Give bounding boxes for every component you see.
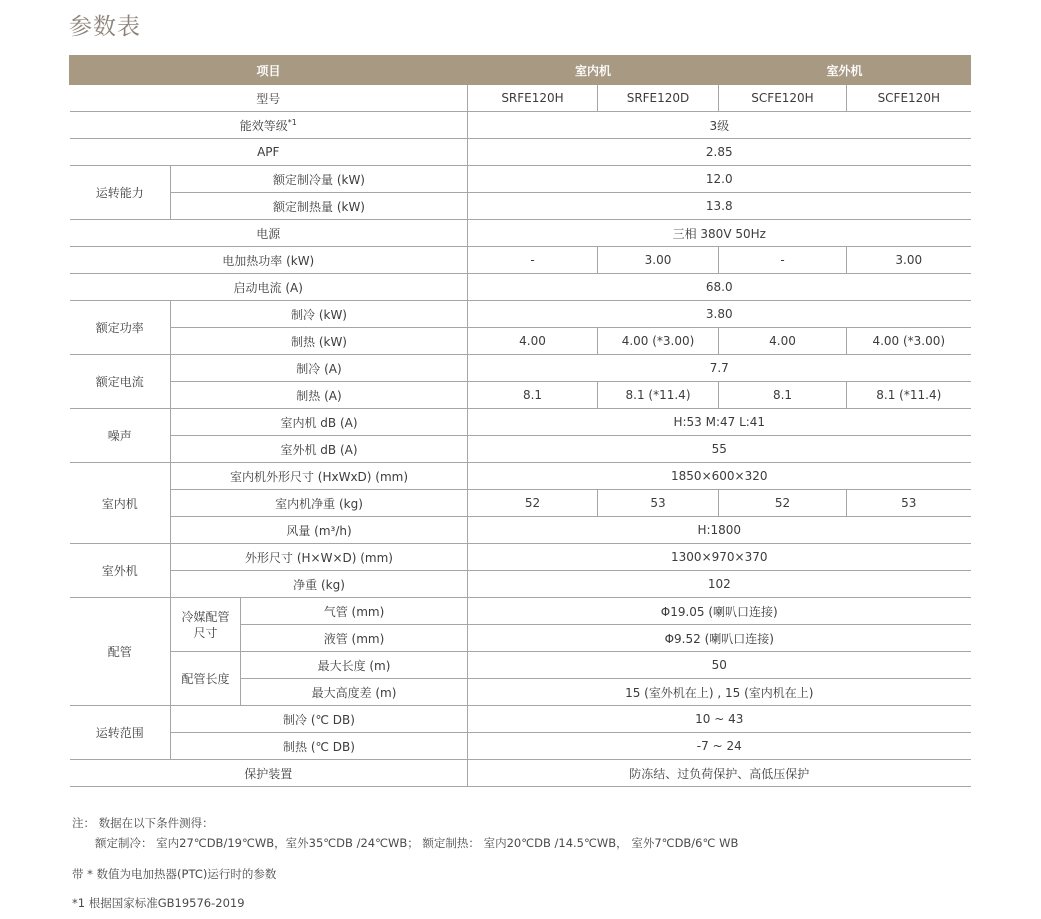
table-row <box>70 85 971 112</box>
table-row <box>70 409 971 436</box>
cell-value: 50 <box>468 652 971 679</box>
cell-value: 53 <box>847 490 971 517</box>
table-row <box>70 652 971 679</box>
row-label: 额定制冷量 (kW) <box>171 166 468 193</box>
table-row <box>70 328 971 355</box>
table-row <box>70 193 971 220</box>
cell-value: Φ9.52 (喇叭口连接) <box>468 625 971 652</box>
row-label: 电源 <box>70 220 468 247</box>
table-row <box>70 247 971 274</box>
table-row <box>70 544 971 571</box>
cell-value: 102 <box>468 571 971 598</box>
table-row <box>70 382 971 409</box>
row-label: 制冷 (kW) <box>171 301 468 328</box>
table-row <box>70 490 971 517</box>
row-label: APF <box>70 139 468 166</box>
row-label: 启动电流 (A) <box>70 274 468 301</box>
cell-value: SRFE120H <box>468 85 598 112</box>
cell-value: H:1800 <box>468 517 971 544</box>
cell-value: SCFE120H <box>847 85 971 112</box>
table-row <box>70 733 971 760</box>
cell-value: 4.00 (*3.00) <box>598 328 719 355</box>
row-label: 制热 (kW) <box>171 328 468 355</box>
group-label: 配管 <box>70 598 171 706</box>
table-row <box>70 598 971 625</box>
cell-value: 7.7 <box>468 355 971 382</box>
row-label: 气管 (mm) <box>241 598 468 625</box>
row-label: 最大长度 (m) <box>241 652 468 679</box>
cell-value: 4.00 (*3.00) <box>847 328 971 355</box>
cell-value: SCFE120H <box>719 85 847 112</box>
note-line: 带 * 数值为电加热器(PTC)运行时的参数 <box>72 867 277 881</box>
group-label: 运转范围 <box>70 706 171 760</box>
table-row <box>70 463 971 490</box>
table-row <box>70 706 971 733</box>
cell-value: 8.1 (*11.4) <box>598 382 719 409</box>
group-label: 室外机 <box>70 544 171 598</box>
group-label: 额定电流 <box>70 355 171 409</box>
cell-value: - <box>719 247 847 274</box>
row-label: 净重 (kg) <box>171 571 468 598</box>
subgroup-label <box>171 598 241 652</box>
row-label: 室内机 dB (A) <box>171 409 468 436</box>
table-row <box>70 112 971 139</box>
cell-value: SRFE120D <box>598 85 719 112</box>
cell-value: 三相 380V 50Hz <box>468 220 971 247</box>
table-row <box>70 301 971 328</box>
cell-value: -7 ~ 24 <box>468 733 971 760</box>
cell-value: 53 <box>598 490 719 517</box>
cell-value: 1850×600×320 <box>468 463 971 490</box>
header-indoor: 室内机 <box>468 56 719 85</box>
cell-value: 3级 <box>468 112 971 139</box>
table-row <box>70 571 971 598</box>
cell-value: 2.85 <box>468 139 971 166</box>
table-row <box>70 166 971 193</box>
row-label: 室外机 dB (A) <box>171 436 468 463</box>
cell-value: 55 <box>468 436 971 463</box>
row-label: 能效等级$^{*1}$ <box>70 112 468 139</box>
note-line: *1 根据国家标准GB19576-2019 <box>72 896 245 910</box>
group-label: 额定功率 <box>70 301 171 355</box>
row-label: 室内机外形尺寸 (HxWxD) (mm) <box>171 463 468 490</box>
table-row <box>70 436 971 463</box>
header-outdoor: 室外机 <box>719 56 971 85</box>
spec-table <box>69 55 971 787</box>
row-label: 液管 (mm) <box>241 625 468 652</box>
table-row <box>70 220 971 247</box>
cell-value: 52 <box>468 490 598 517</box>
note-line: 额定制冷： 室内27℃DB/19℃WB，室外35℃DB /24℃WB； 额定制热： 室内20℃DB /14.5℃WB， 室外7℃DB/6℃ WB <box>95 836 739 850</box>
header-item: 项目 <box>70 56 468 85</box>
cell-value: 4.00 <box>468 328 598 355</box>
row-label: 保护装置 <box>70 760 468 787</box>
table-header-row <box>70 56 971 85</box>
cell-value: 3.00 <box>598 247 719 274</box>
cell-value: 8.1 <box>468 382 598 409</box>
subgroup-label: 配管长度 <box>171 652 241 706</box>
cell-value: 10 ~ 43 <box>468 706 971 733</box>
table-row <box>70 517 971 544</box>
row-label: 型号 <box>70 85 468 112</box>
group-label: 室内机 <box>70 463 171 544</box>
cell-value: 8.1 <box>719 382 847 409</box>
page-title: 参数表 <box>69 14 141 40</box>
row-label: 外形尺寸 (H×W×D) (mm) <box>171 544 468 571</box>
row-label: 风量 (m³/h) <box>171 517 468 544</box>
cell-value: 8.1 (*11.4) <box>847 382 971 409</box>
footnotes <box>72 813 738 913</box>
cell-value: Φ19.05 (喇叭口连接) <box>468 598 971 625</box>
cell-value: 3.80 <box>468 301 971 328</box>
row-label: 额定制热量 (kW) <box>171 193 468 220</box>
table-row <box>70 139 971 166</box>
cell-value: 68.0 <box>468 274 971 301</box>
table-row <box>70 274 971 301</box>
row-label: 制冷 (A) <box>171 355 468 382</box>
row-label: 电加热功率 (kW) <box>70 247 468 274</box>
group-label: 运转能力 <box>70 166 171 220</box>
row-label: 室内机净重 (kg) <box>171 490 468 517</box>
cell-value: 13.8 <box>468 193 971 220</box>
group-label: 噪声 <box>70 409 171 463</box>
cell-value: 12.0 <box>468 166 971 193</box>
row-label: 制热 (A) <box>171 382 468 409</box>
row-label: 制热 (℃ DB) <box>171 733 468 760</box>
subgroup-label-line: 冷媒配管 <box>181 609 230 624</box>
cell-value: 15 (室外机在上) , 15 (室内机在上) <box>468 679 971 706</box>
cell-value: 4.00 <box>719 328 847 355</box>
note-line: 注： 数据在以下条件测得： <box>72 816 214 830</box>
cell-value: 52 <box>719 490 847 517</box>
subgroup-label-line: 尺寸 <box>193 625 218 640</box>
table-row <box>70 355 971 382</box>
cell-value: 1300×970×370 <box>468 544 971 571</box>
row-label: 最大高度差 (m) <box>241 679 468 706</box>
cell-value: 3.00 <box>847 247 971 274</box>
table-row <box>70 760 971 787</box>
cell-value: 防冻结、过负荷保护、高低压保护 <box>468 760 971 787</box>
footnote-mark: *1 <box>287 117 297 127</box>
row-label: 制冷 (℃ DB) <box>171 706 468 733</box>
cell-value: - <box>468 247 598 274</box>
cell-value: H:53 M:47 L:41 <box>468 409 971 436</box>
